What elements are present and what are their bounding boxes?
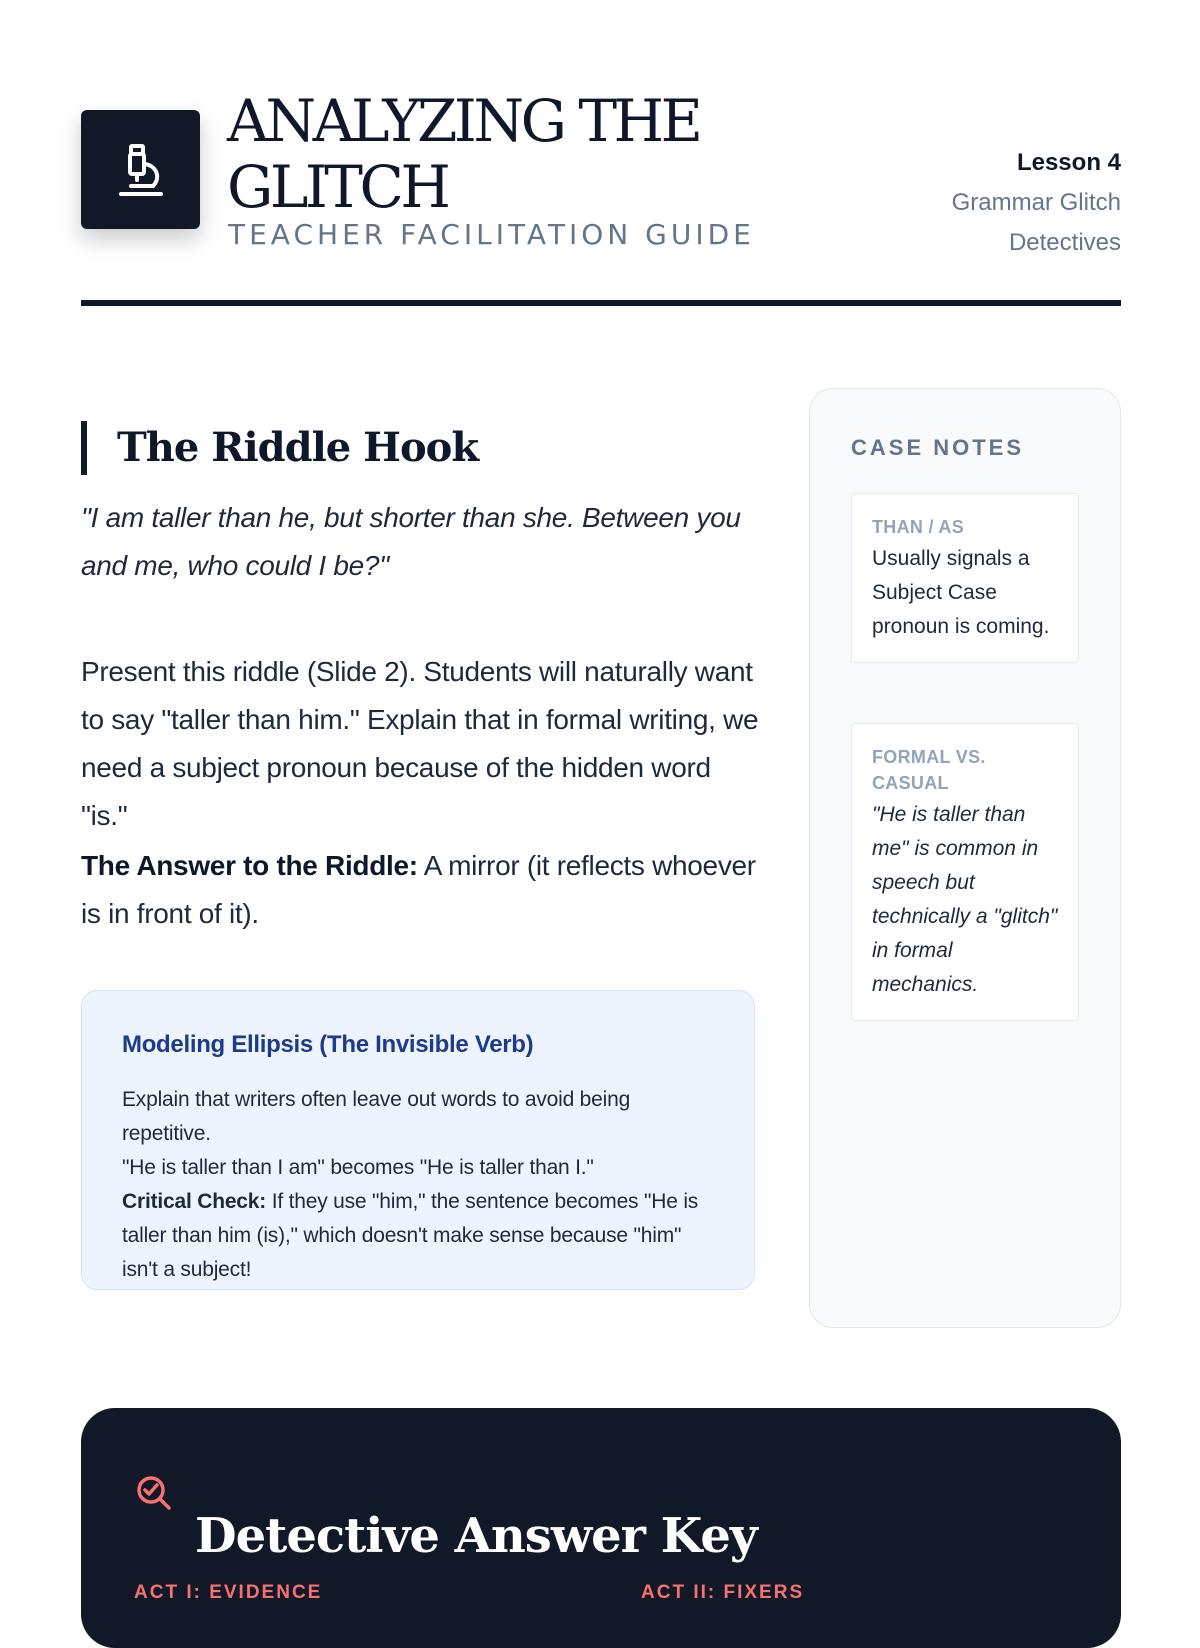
case-note-card <box>851 723 1079 1021</box>
title-line-1: ANALYZING THE <box>227 87 700 155</box>
sidebar-title: CASE NOTES <box>851 435 1025 460</box>
case-notes-sidebar <box>809 388 1121 1328</box>
section-title: The Riddle Hook <box>81 421 478 475</box>
logo-badge <box>81 110 200 229</box>
case-note-text: "He is taller than me" is common in speech but technically a "glitch" in formal mechanics. <box>872 803 1058 996</box>
title-line-2: GLITCH <box>227 153 448 221</box>
critical-check-label: Critical Check: <box>122 1190 267 1213</box>
modeling-tip-box <box>81 990 755 1290</box>
lesson-number: Lesson 4 <box>1016 149 1121 176</box>
page-subtitle: TEACHER FACILITATION GUIDE <box>228 218 755 251</box>
critical-check-text: If they use "him," the sentence becomes "He is taller than him (is)," which doesn't make sense because "him" isn't a subject! <box>122 1190 699 1281</box>
instructions-paragraph: Present this riddle (Slide 2). Students will naturally want to say "taller than him." Explain that in formal writing, we need a subject pronoun because of the hidden word "is." <box>81 656 759 831</box>
page-title <box>227 88 827 220</box>
answer-key-title: Detective Answer Key <box>195 1507 757 1564</box>
series-name: Grammar Glitch Detectives <box>951 189 1121 256</box>
riddle-answer <box>81 842 761 938</box>
lesson-meta <box>911 143 1121 263</box>
case-note-card <box>851 493 1079 663</box>
riddle-quote: "I am taller than he, but shorter than she. Between you and me, who could I be?" <box>81 502 741 581</box>
search-check-icon <box>135 1474 173 1512</box>
act-heading: ACT I: EVIDENCE <box>134 1582 323 1603</box>
case-note-label: THAN / AS <box>872 517 965 537</box>
header-divider <box>81 300 1121 306</box>
tip-line-1: Explain that writers often leave out words to avoid being repetitive. <box>122 1088 631 1145</box>
tip-title: Modeling Ellipsis (The Invisible Verb) <box>122 1031 534 1058</box>
case-note-label: FORMAL VS. CASUAL <box>872 747 986 793</box>
microscope-icon <box>109 138 173 202</box>
answer-label: The Answer to the Riddle: <box>81 850 418 881</box>
case-note-text: Usually signals a Subject Case pronoun is coming. <box>872 547 1050 638</box>
page-header <box>81 88 1121 254</box>
tip-line-2: "He is taller than I am" becomes "He is taller than I." <box>122 1156 594 1179</box>
answer-key-panel <box>81 1408 1121 1648</box>
tip-body <box>122 1083 714 1287</box>
answer-text: A mirror (it reflects whoever is in front of it). <box>81 850 756 929</box>
act-heading: ACT II: FIXERS <box>641 1582 805 1603</box>
